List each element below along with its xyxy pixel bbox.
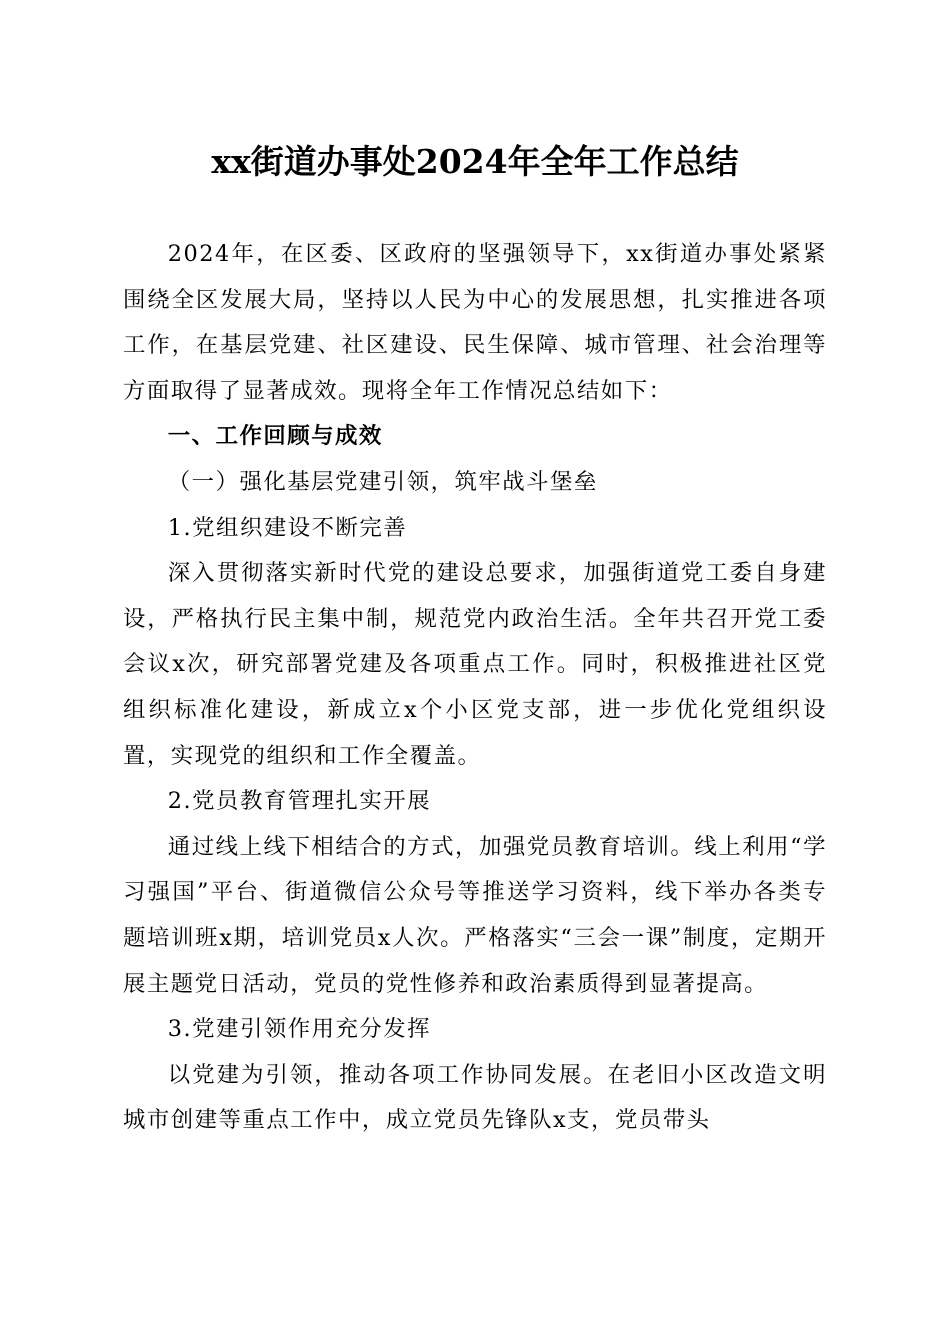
document-body	[123, 232, 827, 1144]
document-title: xx街道办事处2024年全年工作总结	[211, 142, 739, 181]
item-heading-2: 2.党员教育管理扎实开展	[167, 788, 432, 815]
item-paragraph-1: 深入贯彻落实新时代党的建设总要求，加强街道党工委自身建设，严格执行民主集中制，规范党内政治生活。全年共召开党工委会议x次，研究部署党建及各项重点工作。同时，积极推进社区党组织标准化建设，新成立x个小区党支部，进一步优化党组织设置，实现党的组织和工作全覆盖。	[123, 560, 827, 769]
item-paragraph-3: 以党建为引领，推动各项工作协同发展。在老旧小区改造文明城市创建等重点工作中，成立党员先锋队x支，党员带头	[123, 1061, 827, 1134]
subsection-heading-1: （一）强化基层党建引领，筑牢战斗堡垒	[167, 468, 598, 495]
item-heading-3: 3.党建引领作用充分发挥	[167, 1016, 432, 1043]
section-heading-1: 一、工作回顾与成效	[167, 423, 383, 450]
intro-paragraph: 2024年，在区委、区政府的坚强领导下，xx街道办事处紧紧围绕全区发展大局，坚持以人民为中心的发展思想，扎实推进各项工作，在基层党建、社区建设、民生保障、城市管理、社会治理等方面取得了显著成效。现将全年工作情况总结如下：	[123, 241, 827, 404]
item-paragraph-2: 通过线上线下相结合的方式，加强党员教育培训。线上利用“学习强国”平台、街道微信公众号等推送学习资料，线下举办各类专题培训班x期，培训党员x人次。严格落实“三会一课”制度，定期开展主题党日活动，党员的党性修养和政治素质得到显著提高。	[123, 833, 827, 997]
item-heading-1: 1.党组织建设不断完善	[167, 514, 408, 541]
